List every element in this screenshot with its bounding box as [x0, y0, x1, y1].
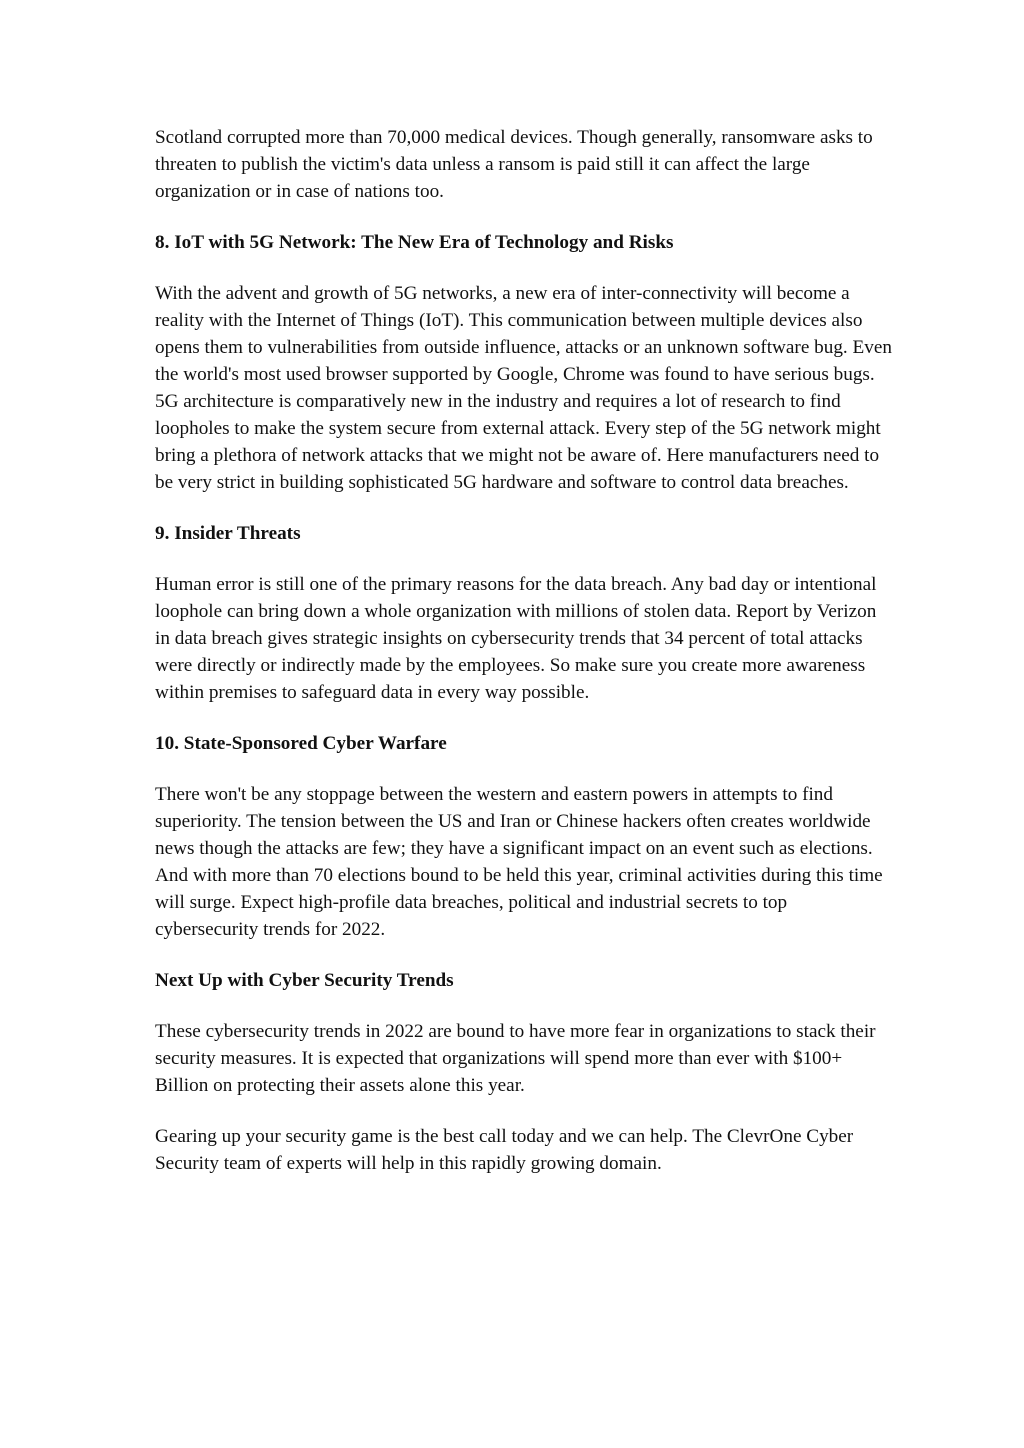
section-heading-cyber-warfare: 10. State-Sponsored Cyber Warfare	[155, 733, 447, 754]
section-paragraph-cyber-warfare: There won't be any stoppage between the western and eastern powers in attempts to find superiority. The tension between the US and Iran or Chinese hackers often creates worldwide news though the attacks are few; they have a significant impact on an event such as elections. And with more than 70 elections bound to be held this year, criminal activities during this time will surge. Expect high-profile data breaches, political and industrial secrets to top cybersecurity trends for 2022.	[155, 784, 883, 940]
section-paragraph-iot-5g: With the advent and growth of 5G networks, a new era of inter-connectivity will become a reality with the Internet of Things (IoT). This communication between multiple devices also opens them to vulnerabilities from outside influence, attacks or an unknown software bug. Even the world's most used browser supported by Google, Chrome was found to have serious bugs. 5G architecture is comparatively new in the industry and requires a lot of research to find loopholes to make the system secure from external attack. Every step of the 5G network might bring a plethora of network attacks that we might not be aware of. Here manufacturers need to be very strict in building sophisticated 5G hardware and software to control data breaches.	[155, 283, 892, 493]
section-heading-insider-threats: 9. Insider Threats	[155, 523, 301, 544]
section-paragraph-next-up-2: Gearing up your security game is the best call today and we can help. The ClevrOne Cyber Security team of experts will help in this rapidly growing domain.	[155, 1126, 854, 1174]
document-body	[155, 124, 895, 1201]
section-heading-iot-5g: 8. IoT with 5G Network: The New Era of Technology and Risks	[155, 232, 674, 253]
section-paragraph-next-up-1: These cybersecurity trends in 2022 are bound to have more fear in organizations to stack their security measures. It is expected that organizations will spend more than ever with $100+ Billion on protecting their assets alone this year.	[155, 1021, 876, 1096]
intro-paragraph: Scotland corrupted more than 70,000 medical devices. Though generally, ransomware asks to threaten to publish the victim's data unless a ransom is paid still it can affect the large organization or in case of nations too.	[155, 127, 873, 202]
section-paragraph-insider-threats: Human error is still one of the primary reasons for the data breach. Any bad day or intentional loophole can bring down a whole organization with millions of stolen data. Report by Verizon in data breach gives strategic insights on cybersecurity trends that 34 percent of total attacks were directly or indirectly made by the employees. So make sure you create more awareness within premises to safeguard data in every way possible.	[155, 574, 877, 703]
section-heading-next-up: Next Up with Cyber Security Trends	[155, 970, 454, 991]
